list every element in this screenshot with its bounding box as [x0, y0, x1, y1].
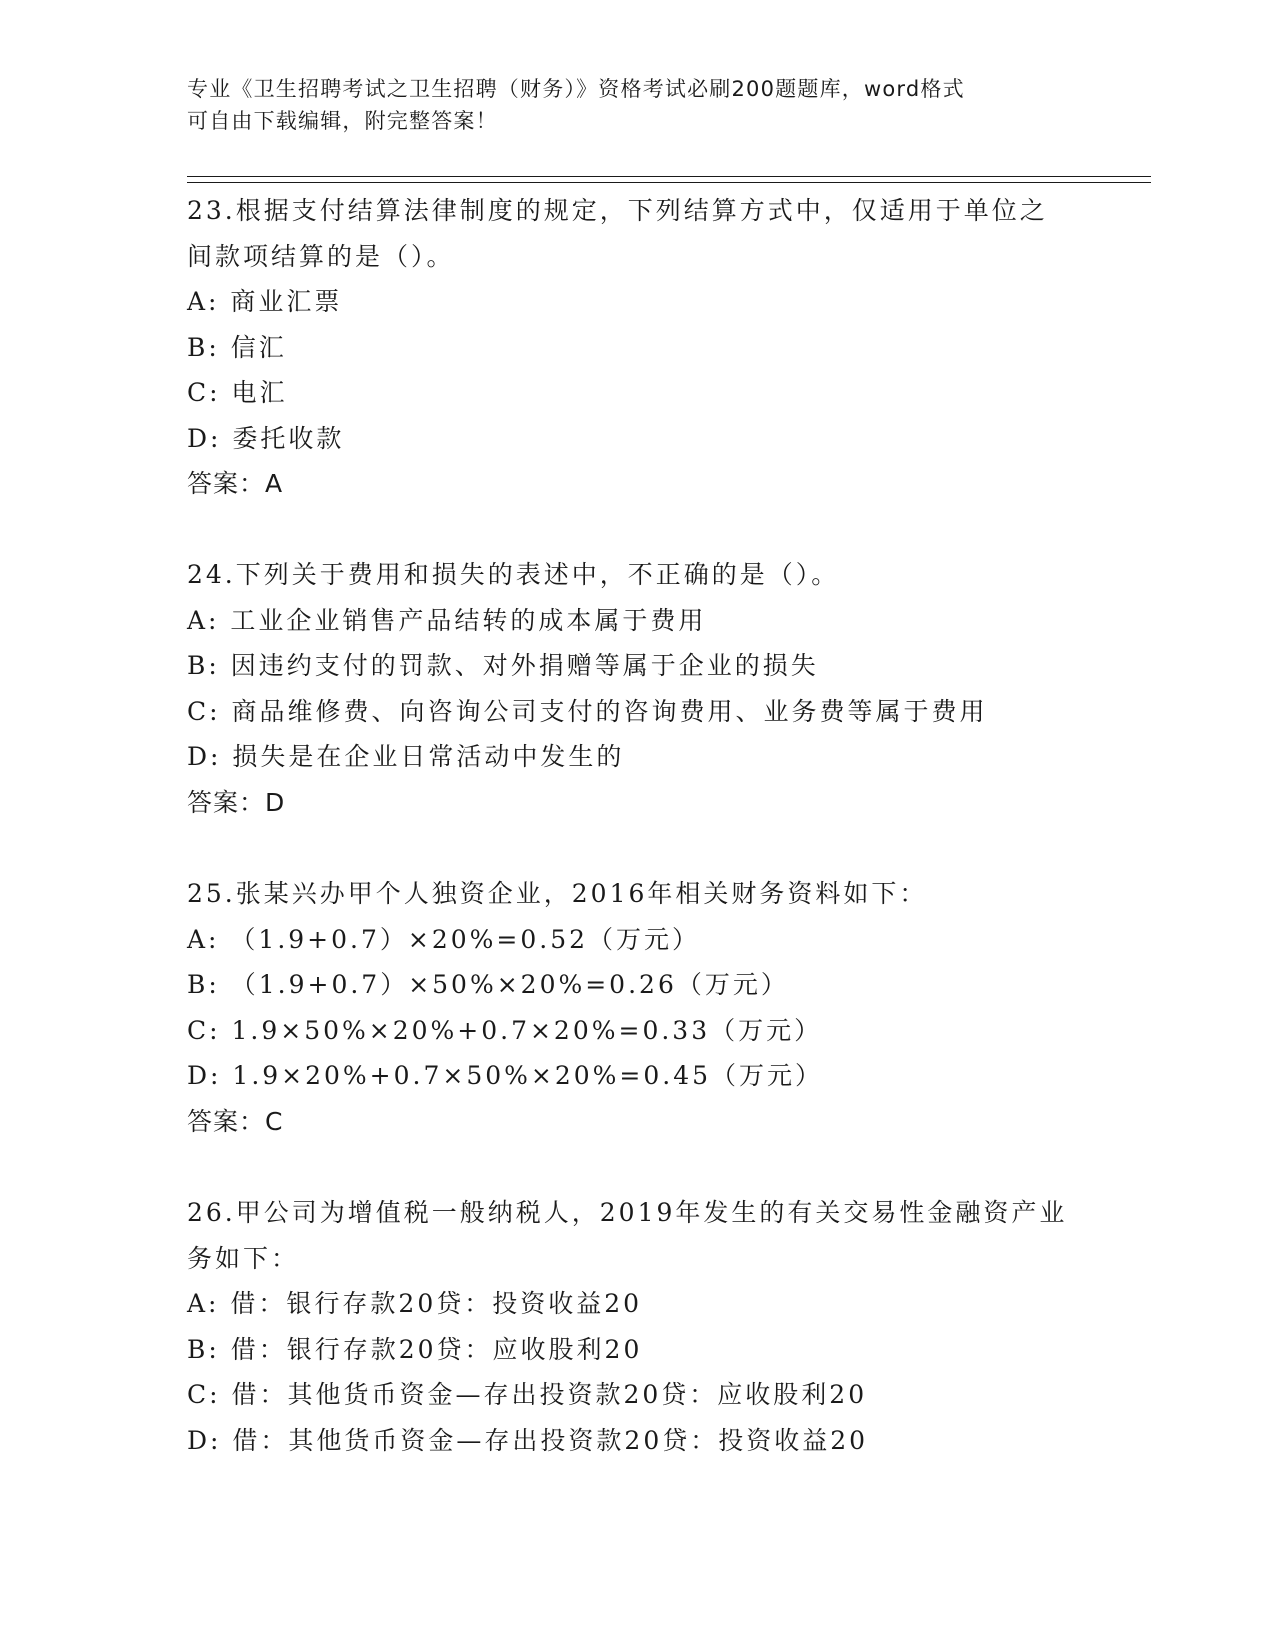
header-line-1: 专业《卫生招聘考试之卫生招聘（财务）》资格考试必刷200题题库，word格式	[187, 77, 965, 101]
option-b: B: （1.9+0.7）×50%×20%=0.26（万元）	[187, 970, 789, 999]
answer-line: 答案：D	[187, 787, 286, 817]
option-c: C: 电汇	[187, 378, 288, 407]
option-b: B: 因违约支付的罚款、对外捐赠等属于企业的损失	[187, 651, 819, 680]
option-a: A: 借：银行存款20贷：投资收益20	[187, 1289, 643, 1318]
option-a: A: 商业汇票	[187, 287, 343, 316]
document-header	[187, 73, 1067, 137]
option-d: D: 损失是在企业日常活动中发生的	[187, 742, 625, 771]
question-stem-line: 务如下：	[187, 1243, 300, 1273]
option-a: A: （1.9+0.7）×20%=0.52（万元）	[187, 924, 701, 954]
question-stem-line: 25.张某兴办甲个人独资企业，2016年相关财务资料如下：	[187, 879, 928, 908]
answer-line: 答案：C	[187, 1106, 284, 1136]
option-d: D: 委托收款	[187, 423, 345, 453]
answer-line: 答案：A	[187, 469, 284, 498]
option-d: D: 1.9×20%+0.7×50%×20%=0.45（万元）	[187, 1061, 824, 1090]
header-divider-bottom	[187, 182, 1151, 183]
question-stem-line: 间款项结算的是（）。	[187, 241, 455, 271]
option-c: C: 商品维修费、向咨询公司支付的咨询费用、业务费等属于费用	[187, 696, 988, 726]
option-c: C: 借：其他货币资金—存出投资款20贷：应收股利20	[187, 1380, 868, 1409]
question-stem-line: 24.下列关于费用和损失的表述中，不正确的是（）。	[187, 560, 840, 589]
question-25	[187, 871, 1087, 1144]
header-divider-top	[187, 176, 1151, 177]
question-26	[187, 1190, 1087, 1463]
option-a: A: 工业企业销售产品结转的成本属于费用	[187, 605, 707, 635]
option-c: C: 1.9×50%×20%+0.7×20%=0.33（万元）	[187, 1015, 823, 1045]
option-b: B: 借：银行存款20贷：应收股利20	[187, 1334, 643, 1364]
question-23	[187, 188, 1087, 507]
question-24	[187, 552, 1087, 825]
header-line-2: 可自由下载编辑，附完整答案！	[187, 109, 498, 133]
option-b: B: 信汇	[187, 332, 287, 362]
question-stem-line: 23.根据支付结算法律制度的规定，下列结算方式中，仅适用于单位之	[187, 196, 1048, 225]
question-stem-line: 26.甲公司为增值税一般纳税人，2019年发生的有关交易性金融资产业	[187, 1198, 1068, 1227]
option-d: D: 借：其他货币资金—存出投资款20贷：投资收益20	[187, 1425, 869, 1455]
